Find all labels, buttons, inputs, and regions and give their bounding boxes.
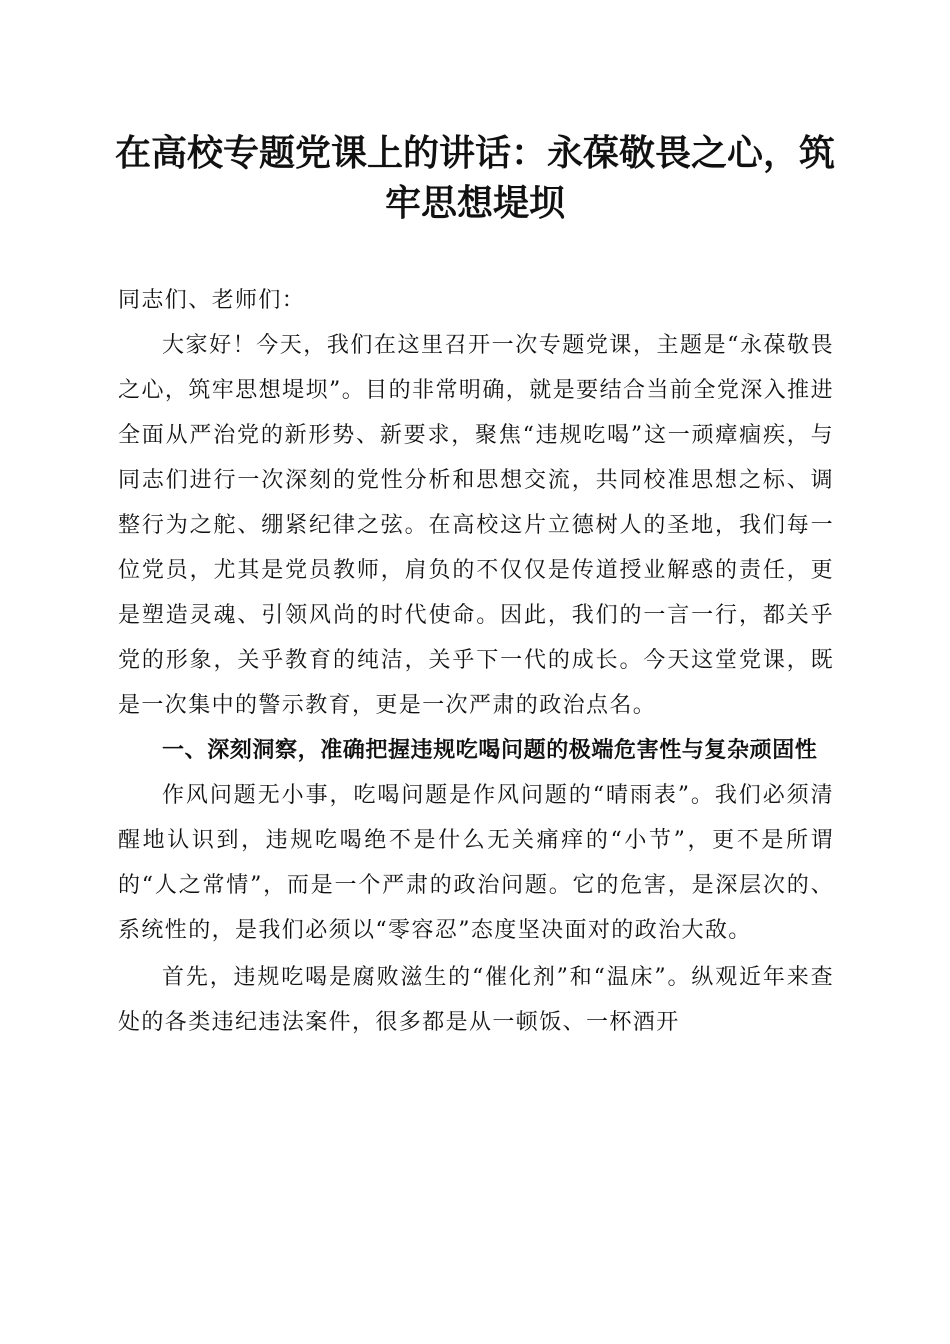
document-body (118, 278, 834, 1045)
title-line-1: 在高校专题党课上的讲话：永葆敬畏之心，筑 (114, 132, 835, 174)
section-heading-1: 一、深刻洞察，准确把握违规吃喝问题的极端危害性与复杂顽固性 (162, 738, 818, 763)
salutation: 同志们、老师们： (118, 288, 306, 313)
section-paragraph-2: 首先，违规吃喝是腐败滋生的“催化剂”和“温床”。纵观近年来查处的各类违纪违法案件，很多都是从一顿饭、一杯酒开 (118, 965, 834, 1035)
document-title (110, 128, 840, 228)
intro-paragraph: 大家好！今天，我们在这里召开一次专题党课，主题是“永葆敬畏之心，筑牢思想堤坝”。目的非常明确，就是要结合当前全党深入推进全面从严治党的新形势、新要求，聚焦“违规吃喝”这一顽瘴痼疾，与同志们进行一次深刻的党性分析和思想交流，共同校准思想之标、调整行为之舵、绷紧纪律之弦。在高校这片立德树人的圣地，我们每一位党员，尤其是党员教师，肩负的不仅仅是传道授业解惑的责任，更是塑造灵魂、引领风尚的时代使命。因此，我们的一言一行，都关乎党的形象，关乎教育的纯洁，关乎下一代的成长。今天这堂党课，既是一次集中的警示教育，更是一次严肃的政治点名。 (118, 333, 834, 718)
title-line-2: 牢思想堤坝 (384, 182, 565, 224)
section-paragraph-1: 作风问题无小事，吃喝问题是作风问题的“晴雨表”。我们必须清醒地认识到，违规吃喝绝不是什么无关痛痒的“小节”，更不是所谓的“人之常情”，而是一个严肃的政治问题。它的危害，是深层次的、系统性的，是我们必须以“零容忍”态度坚决面对的政治大敌。 (118, 783, 834, 943)
